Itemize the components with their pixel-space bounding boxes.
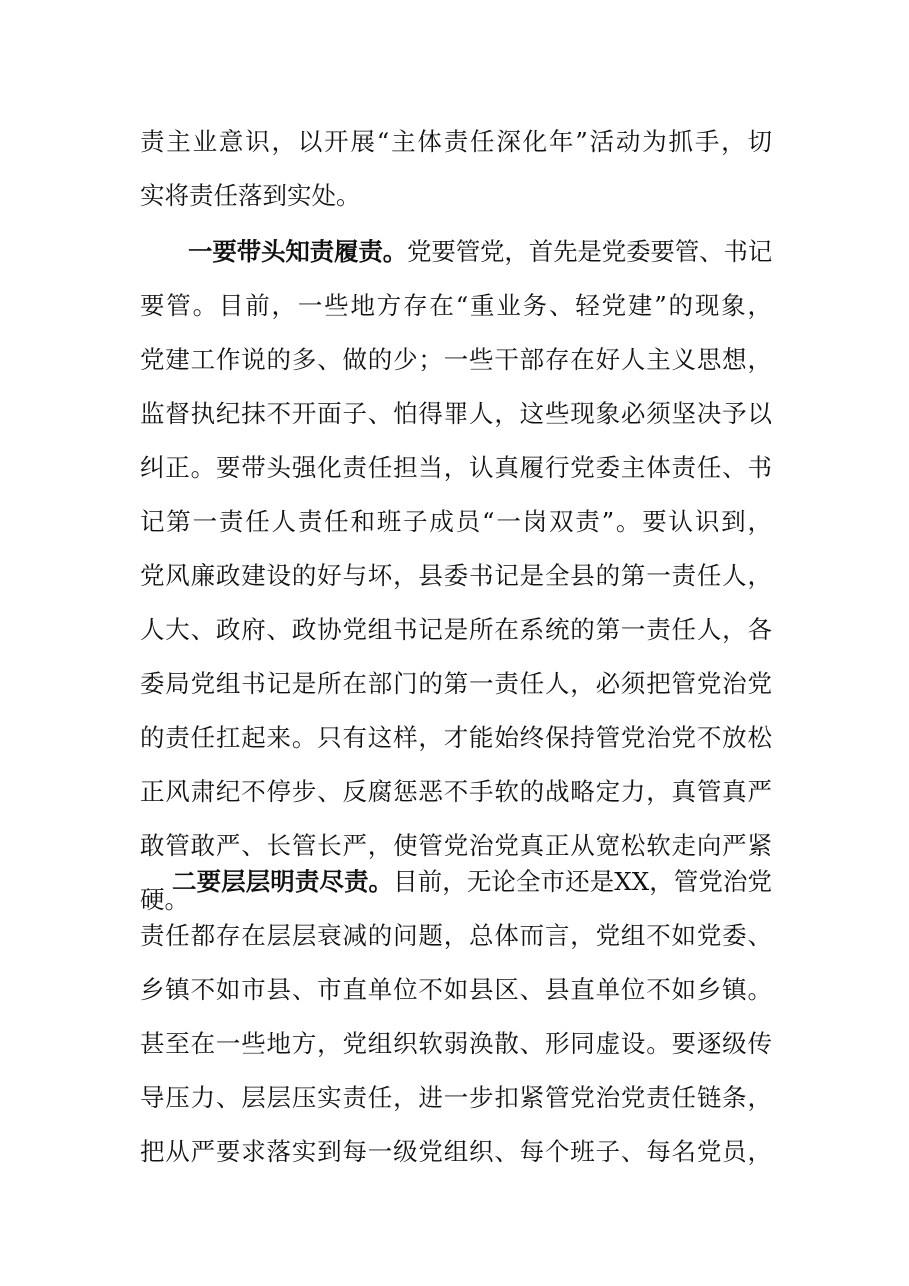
text-line: 人大、政府、政协党组书记是所在系统的第一责任人，各 — [140, 615, 772, 644]
paragraph-one — [140, 225, 772, 927]
text-line: 乡镇不如市县、市直单位不如县区、县直单位不如乡镇。 — [140, 975, 772, 1004]
text-line: 敢管敢严、长管长严，使管党治党真正从宽松软走向严紧 — [140, 831, 772, 860]
text-line: 委局党组书记是所在部门的第一责任人，必须把管党治党 — [140, 669, 772, 698]
text-line: 监督执纪抹不开面子、怕得罪人，这些现象必须坚决予以 — [140, 399, 772, 428]
text-span: 目前，无论全市还是XX，管党治党 — [393, 867, 773, 896]
text-line: 甚至在一些地方，党组织软弱涣散、形同虚设。要逐级传 — [140, 1029, 772, 1058]
paragraph-heading: 二要层层明责尽责。 — [172, 867, 394, 896]
text-line: 责任都存在层层衰减的问题，总体而言，党组不如党委、 — [140, 921, 772, 950]
text-line: 党风廉政建设的好与坏，县委书记是全县的第一责任人， — [140, 561, 772, 590]
text-line: 硬。 — [140, 885, 189, 914]
text-line: 把从严要求落实到每一级党组织、每个班子、每名党员， — [140, 1137, 772, 1166]
text-span: 党要管党，首先是党委要管、书记 — [407, 237, 773, 266]
text-line: 导压力、层层压实责任，进一步扣紧管党治党责任链条， — [140, 1083, 772, 1112]
paragraph-two — [140, 855, 772, 1179]
paragraph-first-line — [140, 225, 772, 279]
text-line: 要管。目前，一些地方存在“重业务、轻党建”的现象， — [140, 291, 772, 320]
text-line: 的责任扛起来。只有这样，才能始终保持管党治党不放松 — [140, 723, 772, 752]
text-line: 党建工作说的多、做的少；一些干部存在好人主义思想， — [140, 345, 772, 374]
text-line: 实将责任落到实处。 — [140, 181, 361, 210]
paragraph-heading: 一要带头知责履责。 — [188, 237, 408, 266]
text-line: 记第一责任人责任和班子成员“一岗双责”。要认识到， — [140, 507, 772, 536]
text-line: 纠正。要带头强化责任担当，认真履行党委主体责任、书 — [140, 453, 772, 482]
paragraph-first-line — [140, 855, 772, 909]
text-line: 正风肃纪不停步、反腐惩恶不手软的战略定力，真管真严 — [140, 777, 772, 806]
paragraph-intro — [140, 115, 772, 223]
text-line: 责主业意识，以开展“主体责任深化年”活动为抓手，切 — [140, 127, 772, 156]
